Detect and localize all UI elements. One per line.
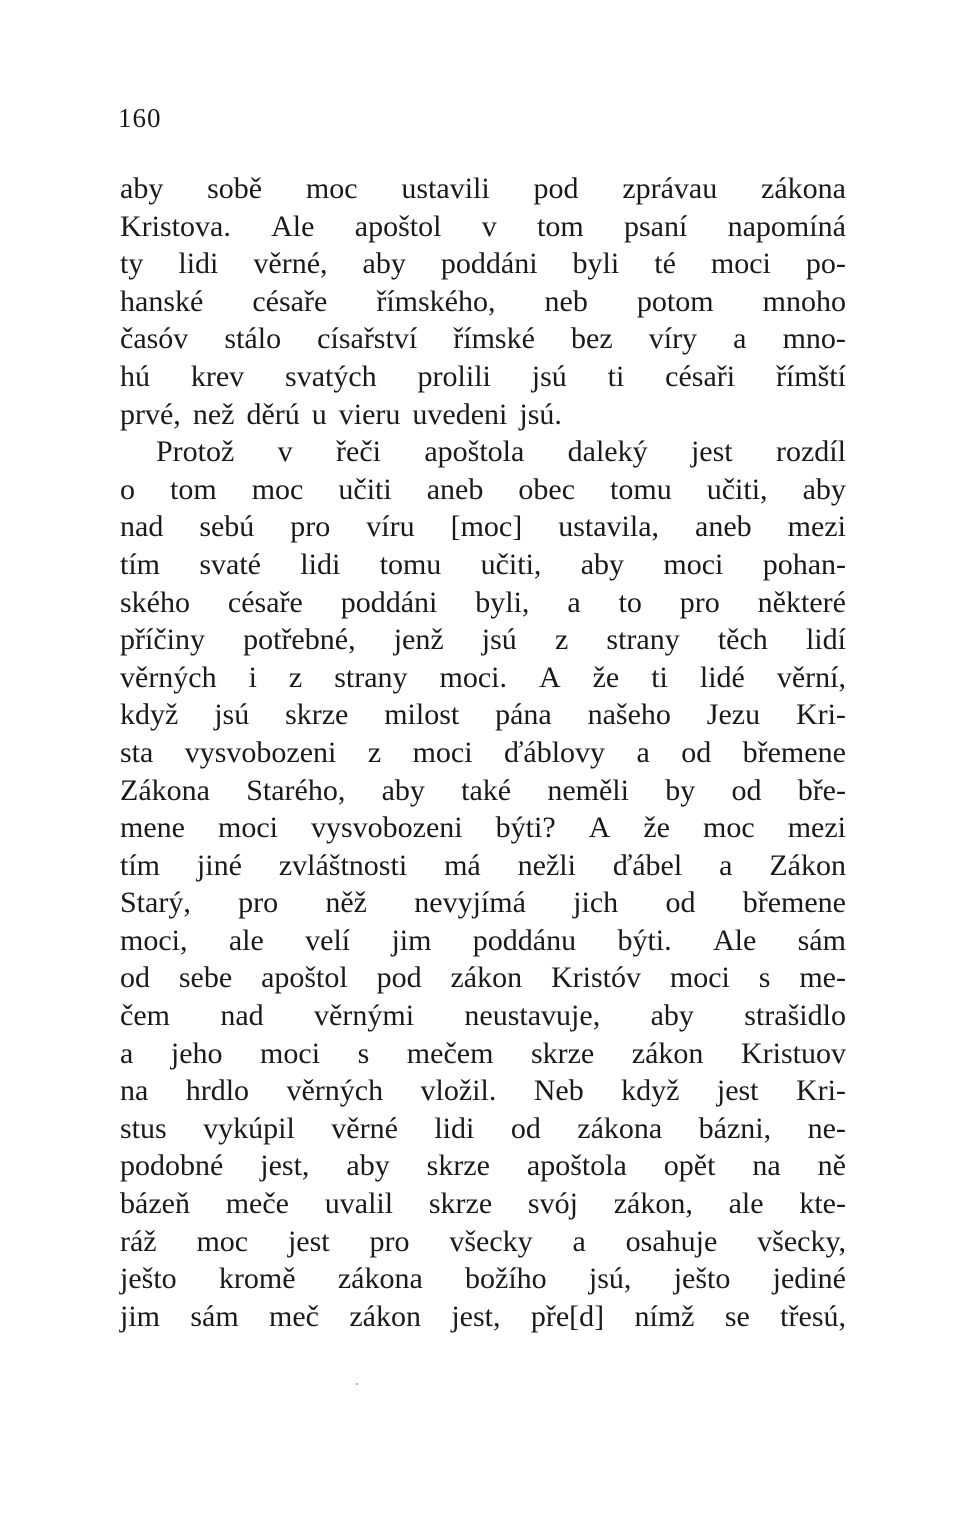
word: zákon: [450, 961, 523, 995]
word: víru: [366, 510, 415, 544]
word: děrú: [246, 397, 300, 431]
word: aby: [802, 472, 846, 506]
word: římští: [775, 359, 846, 393]
word: učiti,: [480, 547, 542, 581]
word: Starý,: [120, 886, 191, 920]
text-line: [120, 884, 846, 922]
word: psaní: [623, 209, 688, 243]
word: césaře: [252, 284, 328, 318]
word: moci: [217, 811, 278, 845]
word: apoštol: [261, 961, 348, 995]
word: Kristóv: [551, 961, 641, 995]
word: apoštola: [424, 435, 525, 469]
word: jeho: [170, 1036, 223, 1070]
word: ského: [120, 585, 190, 619]
text-line: [120, 358, 846, 396]
word: pro: [679, 585, 720, 619]
word: ďáblovy: [503, 735, 606, 769]
word: jsú.: [519, 397, 562, 431]
word: od: [120, 961, 150, 995]
word: sám: [797, 923, 846, 957]
word: ješto: [120, 1262, 177, 1296]
word: čem: [120, 999, 170, 1033]
word: moci: [710, 247, 771, 281]
word: od: [731, 773, 762, 807]
word: moci.: [439, 660, 507, 694]
word: Zákon: [769, 848, 846, 882]
word: pod: [533, 172, 579, 205]
word: moc: [703, 811, 755, 845]
word: mnoho: [762, 284, 846, 318]
word: poddánu: [472, 923, 577, 957]
word: sobě: [207, 172, 263, 205]
word: ráž: [120, 1224, 157, 1258]
word: i: [248, 660, 257, 694]
word: moci: [669, 961, 730, 995]
word: bez: [571, 322, 613, 356]
word: aby: [120, 172, 164, 205]
word: vysvobozeni: [311, 811, 463, 845]
word: tom: [537, 209, 584, 243]
word: pod: [376, 961, 422, 995]
word: jiné: [196, 848, 242, 882]
text-line: [120, 621, 846, 659]
word: pohan-: [762, 547, 846, 581]
text-line: [120, 584, 846, 622]
word: Ale: [712, 923, 757, 957]
word: podobné: [120, 1149, 224, 1183]
word: zákona: [761, 172, 846, 205]
word: zákon: [631, 1036, 704, 1070]
word: A: [588, 811, 611, 845]
word: opět: [663, 1149, 716, 1183]
text-line: [120, 245, 846, 283]
word: po-: [805, 247, 846, 281]
word: že: [592, 660, 620, 694]
word: svaté: [199, 547, 261, 581]
word: ďábel: [612, 848, 683, 882]
text-line: [120, 809, 846, 847]
word: pro: [238, 886, 279, 920]
word: byli: [572, 247, 620, 281]
word: jest: [716, 1074, 759, 1108]
word: neměli: [547, 773, 629, 807]
word: věrné,: [253, 247, 328, 281]
word: zákon,: [613, 1187, 693, 1221]
word: třesú,: [780, 1299, 846, 1333]
word: jest: [287, 1224, 330, 1258]
word: Protož: [156, 435, 235, 469]
text-line: [120, 1072, 846, 1110]
text-line: [120, 696, 846, 734]
word: kromě: [218, 1262, 296, 1296]
text-line: [120, 433, 846, 471]
word: nad: [220, 999, 264, 1033]
text-line: [120, 1110, 846, 1148]
word: vykúpil: [203, 1111, 295, 1145]
word: A: [538, 660, 561, 694]
word: Neb: [533, 1074, 584, 1108]
word: skrze: [426, 1149, 490, 1183]
word: césaře: [227, 585, 303, 619]
word: to: [618, 585, 642, 619]
word: ty: [120, 247, 144, 281]
word: zprávau: [622, 172, 718, 205]
text-line: [120, 320, 846, 358]
word: prvé,: [120, 397, 181, 431]
word: neb: [544, 284, 588, 318]
word: tomu: [379, 547, 442, 581]
word: zvláštnosti: [278, 848, 408, 882]
text-line: [120, 659, 846, 697]
word: a: [719, 848, 733, 882]
word: mene: [120, 811, 185, 845]
word: poddáni: [340, 585, 438, 619]
word: krev: [190, 359, 245, 393]
word: pro: [369, 1224, 410, 1258]
word: Kristova.: [120, 209, 231, 243]
word: uvedeni: [412, 397, 508, 431]
word: ustavila,: [558, 510, 660, 544]
word: a: [567, 585, 581, 619]
word: římského,: [376, 284, 496, 318]
word: kte-: [799, 1187, 846, 1221]
word: lidi: [300, 547, 341, 581]
word: v: [277, 435, 293, 469]
word: potřebné,: [243, 623, 356, 657]
word: [moc]: [450, 510, 523, 544]
word: potom: [636, 284, 714, 318]
word: aneb: [695, 510, 752, 544]
word: má: [444, 848, 481, 882]
word: ne-: [807, 1111, 846, 1145]
text-line: [120, 772, 846, 810]
word: vložil.: [420, 1074, 497, 1108]
text-line: [120, 997, 846, 1035]
text-line: [120, 734, 846, 772]
word: jsú: [481, 623, 517, 657]
word: bázeň: [120, 1187, 190, 1221]
word: časóv: [120, 322, 189, 356]
word: věrných: [286, 1074, 384, 1108]
word: sám: [190, 1299, 239, 1333]
word: hrdlo: [185, 1074, 250, 1108]
word: velí: [305, 923, 351, 957]
word: když: [621, 1074, 680, 1108]
word: od: [665, 886, 696, 920]
word: věrní,: [776, 660, 846, 694]
word: jest,: [451, 1299, 501, 1333]
word: jich: [573, 886, 619, 920]
text-line: [120, 922, 846, 960]
word: bře-: [797, 773, 846, 807]
word: Starého,: [246, 773, 346, 807]
word: těch: [717, 623, 768, 657]
word: a: [572, 1224, 586, 1258]
word: hú: [120, 359, 150, 393]
word: nežli: [517, 848, 576, 882]
word: s: [357, 1036, 370, 1070]
word: obec: [518, 472, 576, 506]
word: jediné: [772, 1262, 846, 1296]
text-line: [120, 847, 846, 885]
word: zákona: [577, 1111, 663, 1145]
word: sebe: [178, 961, 233, 995]
word: apoštol: [354, 209, 442, 243]
word: tomu: [610, 472, 672, 506]
word: zákon: [349, 1299, 421, 1333]
page-number: 160: [118, 103, 162, 133]
word: byli,: [475, 585, 530, 619]
word: pře[d]: [530, 1299, 605, 1333]
word: jsú,: [588, 1262, 632, 1296]
word: Zákona: [120, 773, 210, 807]
word: že: [643, 811, 670, 845]
word: našeho: [587, 698, 671, 732]
word: aby: [580, 547, 625, 581]
word: lidi: [178, 247, 219, 281]
word: té: [654, 247, 676, 281]
word: břemene: [742, 886, 846, 920]
word: ale: [728, 1187, 764, 1221]
word: když: [120, 698, 179, 732]
word: sebú: [199, 510, 255, 544]
word: v: [481, 209, 497, 243]
word: mno-: [782, 322, 846, 356]
speck-mark: [356, 1383, 358, 1385]
word: všecky,: [757, 1224, 846, 1258]
word: césaři: [665, 359, 736, 393]
word: o: [120, 472, 135, 506]
word: moc: [305, 172, 358, 205]
word: Kri-: [795, 1074, 846, 1108]
word: mečem: [406, 1036, 494, 1070]
word: lidí: [805, 623, 846, 657]
word: příčiny: [120, 623, 205, 657]
word: učiti: [338, 472, 392, 506]
word: ustavili: [401, 172, 490, 205]
word: mezi: [787, 510, 846, 544]
word: nevyjímá: [414, 886, 526, 920]
word: by: [665, 773, 696, 807]
word: vysvobozeni: [184, 735, 337, 769]
word: strašidlo: [744, 999, 846, 1033]
word: jsú: [531, 359, 567, 393]
word: a: [636, 735, 650, 769]
word: Kri-: [795, 698, 846, 732]
word: některé: [757, 585, 846, 619]
text-line: [120, 1260, 846, 1298]
text-line: [120, 283, 846, 321]
word: věrných: [120, 660, 217, 694]
word: pána: [495, 698, 552, 732]
word: císařství: [317, 322, 418, 356]
word: božího: [465, 1262, 547, 1296]
word: všecky: [449, 1224, 533, 1258]
word: býti?: [495, 811, 556, 845]
word: hanské: [120, 284, 204, 318]
word: z: [367, 735, 382, 769]
word: jest,: [260, 1149, 310, 1183]
word: Jezu: [706, 698, 761, 732]
word: me-: [799, 961, 846, 995]
text-line: [120, 1147, 846, 1185]
text-line: [120, 170, 846, 208]
text-line: [120, 471, 846, 509]
word: moci: [663, 547, 724, 581]
word: jim: [391, 923, 432, 957]
word: lidi: [434, 1111, 475, 1145]
text-line: [120, 1223, 846, 1261]
word: osahuje: [625, 1224, 718, 1258]
word: moc: [196, 1224, 249, 1258]
word: věrné: [331, 1111, 398, 1145]
word: u: [311, 397, 327, 431]
word: učiti,: [706, 472, 768, 506]
word: aneb: [426, 472, 484, 506]
word: ně: [817, 1149, 846, 1183]
word: jest: [690, 435, 733, 469]
word: ješto: [673, 1262, 731, 1296]
word: nímž: [634, 1299, 695, 1333]
word: skrze: [428, 1187, 493, 1221]
word: stálo: [224, 322, 282, 356]
text-line: [120, 1185, 846, 1223]
word: svatých: [285, 359, 377, 393]
word: než: [192, 397, 235, 431]
word: jim: [120, 1299, 161, 1333]
word: tím: [120, 848, 161, 882]
word: s: [758, 961, 771, 995]
word: z: [288, 660, 303, 694]
word: také: [461, 773, 512, 807]
word: apoštola: [526, 1149, 627, 1183]
word: sta: [120, 735, 154, 769]
word: daleký: [567, 435, 648, 469]
word: rozdíl: [775, 435, 846, 469]
word: pro: [290, 510, 331, 544]
page-body-text: [120, 170, 846, 1335]
word: prolili: [417, 359, 491, 393]
word: zákona: [337, 1262, 423, 1296]
word: skrze: [285, 698, 349, 732]
word: aby: [346, 1149, 390, 1183]
word: od: [681, 735, 712, 769]
word: víry: [648, 322, 698, 356]
word: Ale: [271, 209, 315, 243]
word: jsú: [214, 698, 250, 732]
word: milost: [384, 698, 460, 732]
word: meče: [225, 1187, 289, 1221]
word: tom: [170, 472, 217, 506]
word: poddáni: [440, 247, 538, 281]
word: břemene: [742, 735, 846, 769]
word: aby: [381, 773, 425, 807]
word: moci: [260, 1036, 321, 1070]
word: a: [733, 322, 747, 356]
word: uvalil: [324, 1187, 394, 1221]
word: na: [752, 1149, 781, 1183]
word: na: [120, 1074, 149, 1108]
word: mezi: [787, 811, 846, 845]
text-line: [120, 208, 846, 246]
word: lidé: [699, 660, 745, 694]
word: ale: [228, 923, 264, 957]
word: něž: [325, 886, 367, 920]
word: se: [724, 1299, 750, 1333]
word: skrze: [530, 1036, 595, 1070]
word: neustavuje,: [464, 999, 601, 1033]
word: moc: [251, 472, 304, 506]
word: nad: [120, 510, 164, 544]
text-line: [120, 959, 846, 997]
word: ti: [607, 359, 625, 393]
text-line: [120, 1298, 846, 1336]
word: moci,: [120, 923, 188, 957]
word: aby: [650, 999, 694, 1033]
word: moci: [412, 735, 473, 769]
text-line: [120, 546, 846, 584]
word: vieru: [338, 397, 401, 431]
word: ti: [651, 660, 668, 694]
word: napomíná: [727, 209, 846, 243]
word: býti.: [617, 923, 672, 957]
word: z: [554, 623, 569, 657]
word: strany: [606, 623, 680, 657]
word: řeči: [336, 435, 381, 469]
text-line: [120, 508, 846, 546]
text-line: [120, 1035, 846, 1073]
word: meč: [269, 1299, 319, 1333]
word: věrnými: [314, 999, 415, 1033]
word: jenž: [393, 623, 444, 657]
word: tím: [120, 547, 161, 581]
word: strany: [334, 660, 408, 694]
word: a: [120, 1036, 134, 1070]
word: svój: [527, 1187, 578, 1221]
word: od: [510, 1111, 541, 1145]
word: stus: [120, 1111, 167, 1145]
text-line: [120, 396, 846, 434]
word: římské: [453, 322, 535, 356]
word: aby: [362, 247, 406, 281]
word: bázni,: [698, 1111, 772, 1145]
word: Kristuov: [740, 1036, 846, 1070]
